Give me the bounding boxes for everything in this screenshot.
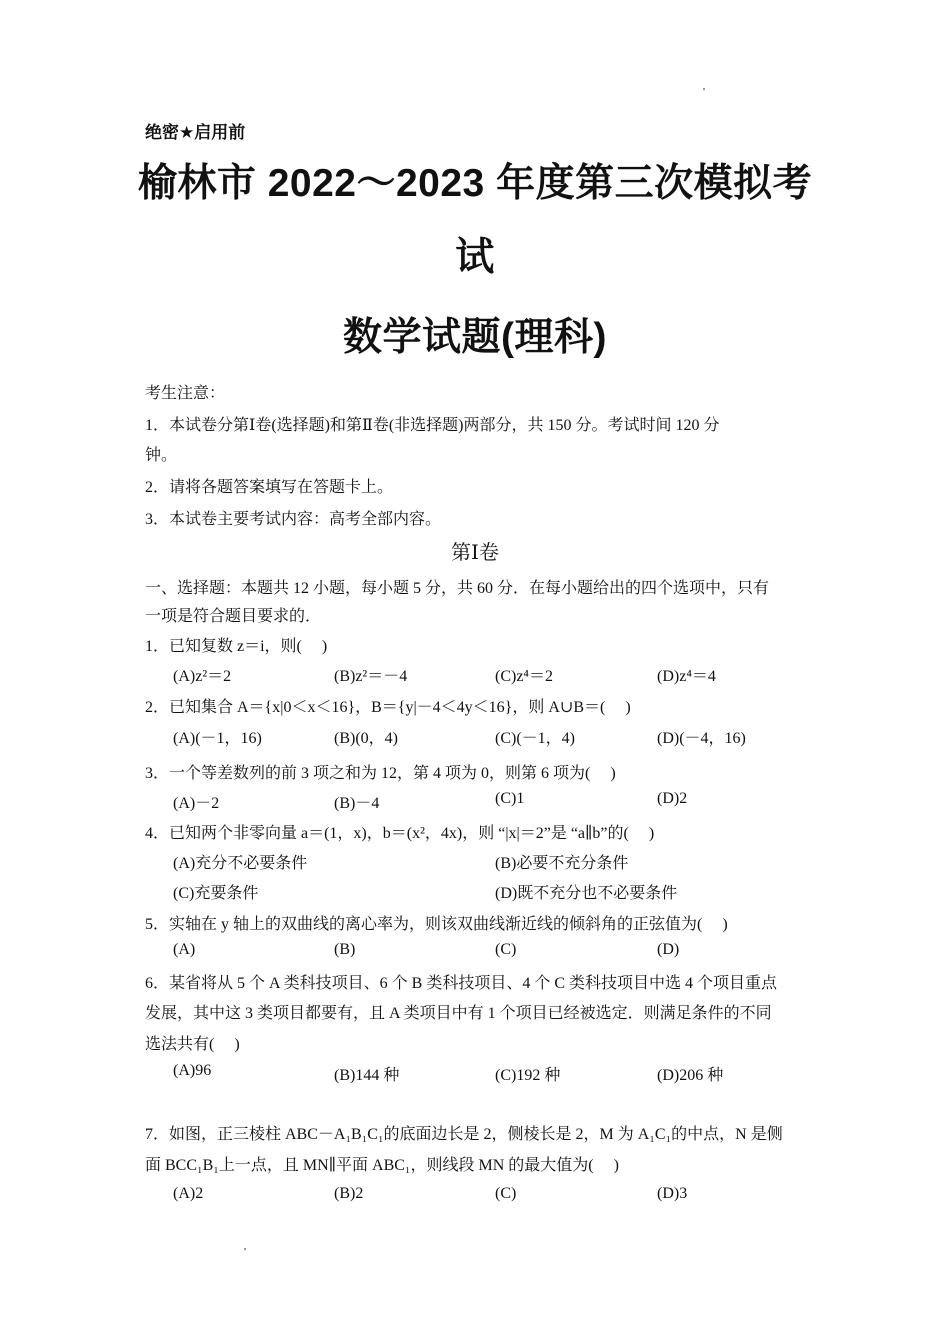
question-5-option-b: (B) — [334, 941, 356, 958]
question-4-option-c: (C)充要条件 — [173, 885, 259, 902]
question-2-option-d: (D)(－4，16) — [657, 730, 746, 747]
question-5-option-c: (C) — [495, 941, 517, 958]
question-3-option-c: (C)1 — [495, 790, 525, 807]
question-6-option-b: (B)144 种 — [334, 1067, 400, 1084]
question-1-stem: 1．已知复数 z＝i，则( ) — [145, 638, 328, 655]
section-intro-line2: 一项是符合题目要求的． — [145, 608, 322, 625]
question-3-option-b: (B)－4 — [334, 795, 380, 812]
exam-title-line1: 榆林市 2022～2023 年度第三次模拟考 — [137, 162, 813, 205]
question-4-option-a: (A)充分不必要条件 — [173, 855, 308, 872]
question-5-option-d: (D) — [657, 941, 680, 958]
question-7-stem-line2: 面 BCC₁B₁上一点，且 MN∥平面 ABC₁，则线段 MN 的最大值为( ) — [145, 1157, 619, 1174]
question-5-option-a: (A) — [173, 941, 196, 958]
question-2-option-b: (B)(0，4) — [334, 730, 398, 747]
scan-dot — [244, 1248, 246, 1250]
question-7-option-c: (C) — [495, 1185, 517, 1202]
question-7-stem-line1: 7．如图，正三棱柱 ABC－A₁B₁C₁的底面边长是 2，侧棱长是 2，M 为 A₁C₁的中点，N 是侧 — [145, 1126, 783, 1143]
question-3-option-d: (D)2 — [657, 790, 688, 807]
question-7-option-d: (D)3 — [657, 1185, 688, 1202]
exam-title-line2: 试 — [455, 236, 495, 279]
secret-label: 绝密★启用前 — [145, 123, 246, 142]
question-3-option-a: (A)－2 — [173, 795, 220, 812]
question-4-option-b: (B)必要不充分条件 — [495, 855, 629, 872]
question-2-stem: 2．已知集合 A＝{x|0＜x＜16}，B＝{y|－4＜4y＜16}，则 A∪B＝( ) — [145, 699, 631, 716]
scan-dot — [703, 88, 705, 90]
notice-item-2: 2．请将各题答案填写在答题卡上。 — [145, 479, 394, 496]
question-4-stem: 4．已知两个非零向量 a＝(1，x)，b＝(x²，4x)，则 “|x|＝2”是 “a∥b”的( ) — [145, 825, 655, 842]
question-5-stem: 5．实轴在 y 轴上的双曲线的离心率为，则该双曲线渐近线的倾斜角的正弦值为( ) — [145, 916, 728, 933]
question-3-stem: 3．一个等差数列的前 3 项之和为 12，第 4 项为 0，则第 6 项为( ) — [145, 765, 616, 782]
notice-item-1-cont: 钟。 — [145, 447, 178, 464]
question-6-option-d: (D)206 种 — [657, 1067, 724, 1084]
question-7-option-b: (B)2 — [334, 1185, 364, 1202]
question-6-stem-line1: 6．某省将从 5 个 A 类科技项目、6 个 B 类科技项目、4 个 C 类科技项目中选 4 个项目重点 — [145, 975, 778, 992]
question-7-option-a: (A)2 — [173, 1185, 204, 1202]
notice-heading: 考生注意： — [145, 385, 226, 402]
question-1-option-c: (C)z⁴＝2 — [495, 668, 554, 685]
question-2-option-a: (A)(－1，16) — [173, 730, 262, 747]
question-6-stem-line3: 选法共有( ) — [145, 1036, 240, 1053]
notice-item-3: 3．本试卷主要考试内容：高考全部内容。 — [145, 511, 442, 528]
question-1-option-a: (A)z²＝2 — [173, 668, 232, 685]
exam-subtitle: 数学试题(理科) — [343, 316, 607, 359]
question-6-option-c: (C)192 种 — [495, 1067, 561, 1084]
question-1-option-b: (B)z²＝－4 — [334, 668, 408, 685]
question-4-option-d: (D)既不充分也不必要条件 — [495, 885, 678, 902]
question-1-option-d: (D)z⁴＝4 — [657, 668, 716, 685]
question-6-option-a: (A)96 — [173, 1062, 212, 1079]
section-intro-line1: 一、选择题：本题共 12 小题，每小题 5 分，共 60 分．在每小题给出的四个选项中，只有 — [145, 580, 770, 597]
question-6-stem-line2: 发展，其中这 3 类项目都要有，且 A 类项目中有 1 个项目已经被选定．则满足条件的不同 — [145, 1005, 772, 1022]
question-2-option-c: (C)(－1，4) — [495, 730, 575, 747]
section-title: 第Ⅰ卷 — [451, 542, 499, 564]
notice-item-1: 1．本试卷分第Ⅰ卷(选择题)和第Ⅱ卷(非选择题)两部分，共 150 分。考试时间 120 分 — [145, 417, 720, 434]
